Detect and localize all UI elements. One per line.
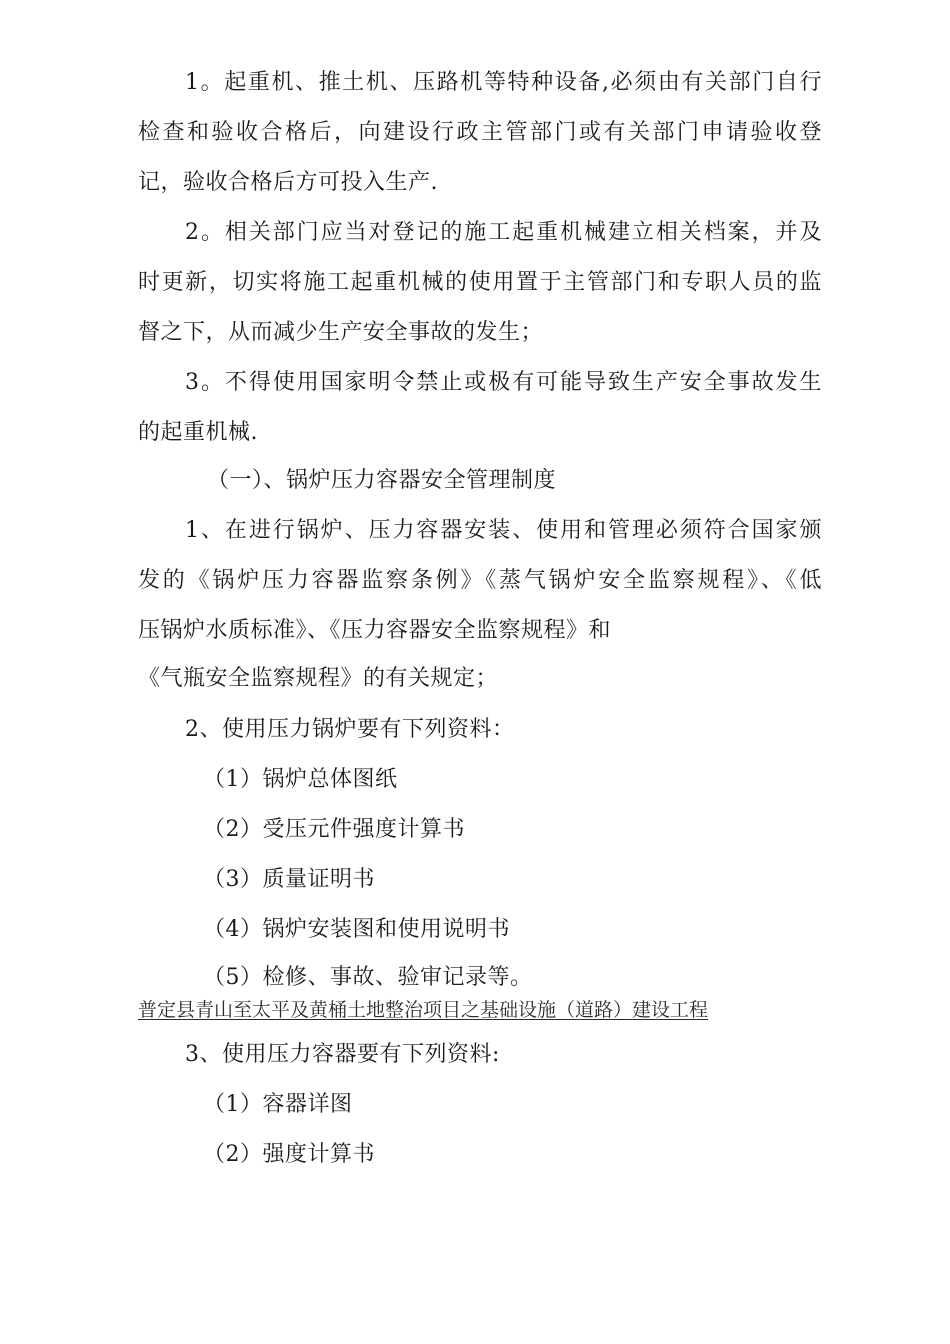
paragraph-6: 3、使用压力容器要有下列资料: — [185, 1042, 500, 1067]
boiler-doc-item: （4）锅炉安装图和使用说明书 — [203, 917, 510, 942]
paragraph-3-line-2: 的起重机械. — [138, 420, 258, 445]
boiler-doc-item: （2）受压元件强度计算书 — [203, 817, 465, 842]
boiler-doc-item: （1）锅炉总体图纸 — [203, 767, 398, 792]
paragraph-1-line-3: 记，验收合格后方可投入生产. — [138, 170, 438, 195]
paragraph-4-line-3: 压锅炉水质标准》、《压力容器安全监察规程》和 — [138, 618, 612, 643]
vessel-doc-item: （1）容器详图 — [203, 1092, 353, 1117]
paragraph-5: 2、使用压力锅炉要有下列资料： — [185, 717, 515, 742]
boiler-doc-item: （3）质量证明书 — [203, 867, 375, 892]
paragraph-1-line-2: 检查和验收合格后，向建设行政主管部门或有关部门申请验收登 — [138, 120, 822, 145]
paragraph-2-line-2: 时更新，切实将施工起重机械的使用置于主管部门和专职人员的监 — [138, 270, 822, 295]
paragraph-2-line-3: 督之下，从而减少生产安全事故的发生； — [138, 320, 544, 345]
paragraph-1-line-1: 1。起重机、推土机、压路机等特种设备,必须由有关部门自行 — [185, 70, 822, 95]
paragraph-4-line-2: 发的《锅炉压力容器监察条例》《蒸气锅炉安全监察规程》、《低 — [138, 568, 822, 593]
boiler-doc-item: （5）检修、事故、验审记录等。 — [203, 965, 533, 990]
paragraph-4-line-1: 1、在进行锅炉、压力容器安装、使用和管理必须符合国家颁 — [185, 518, 822, 543]
section-heading: （一）、锅炉压力容器安全管理制度 — [207, 468, 557, 493]
paragraph-2-line-1: 2。相关部门应当对登记的施工起重机械建立相关档案，并及 — [185, 220, 822, 245]
project-footer: 普定县青山至太平及黄桶土地整治项目之基础设施（道路）建设工程 — [138, 999, 709, 1021]
paragraph-4-line-4: 《气瓶安全监察规程》的有关规定； — [138, 666, 499, 691]
paragraph-3-line-1: 3。不得使用国家明令禁止或极有可能导致生产安全事故发生 — [185, 370, 822, 395]
vessel-doc-item: （2）强度计算书 — [203, 1142, 375, 1167]
